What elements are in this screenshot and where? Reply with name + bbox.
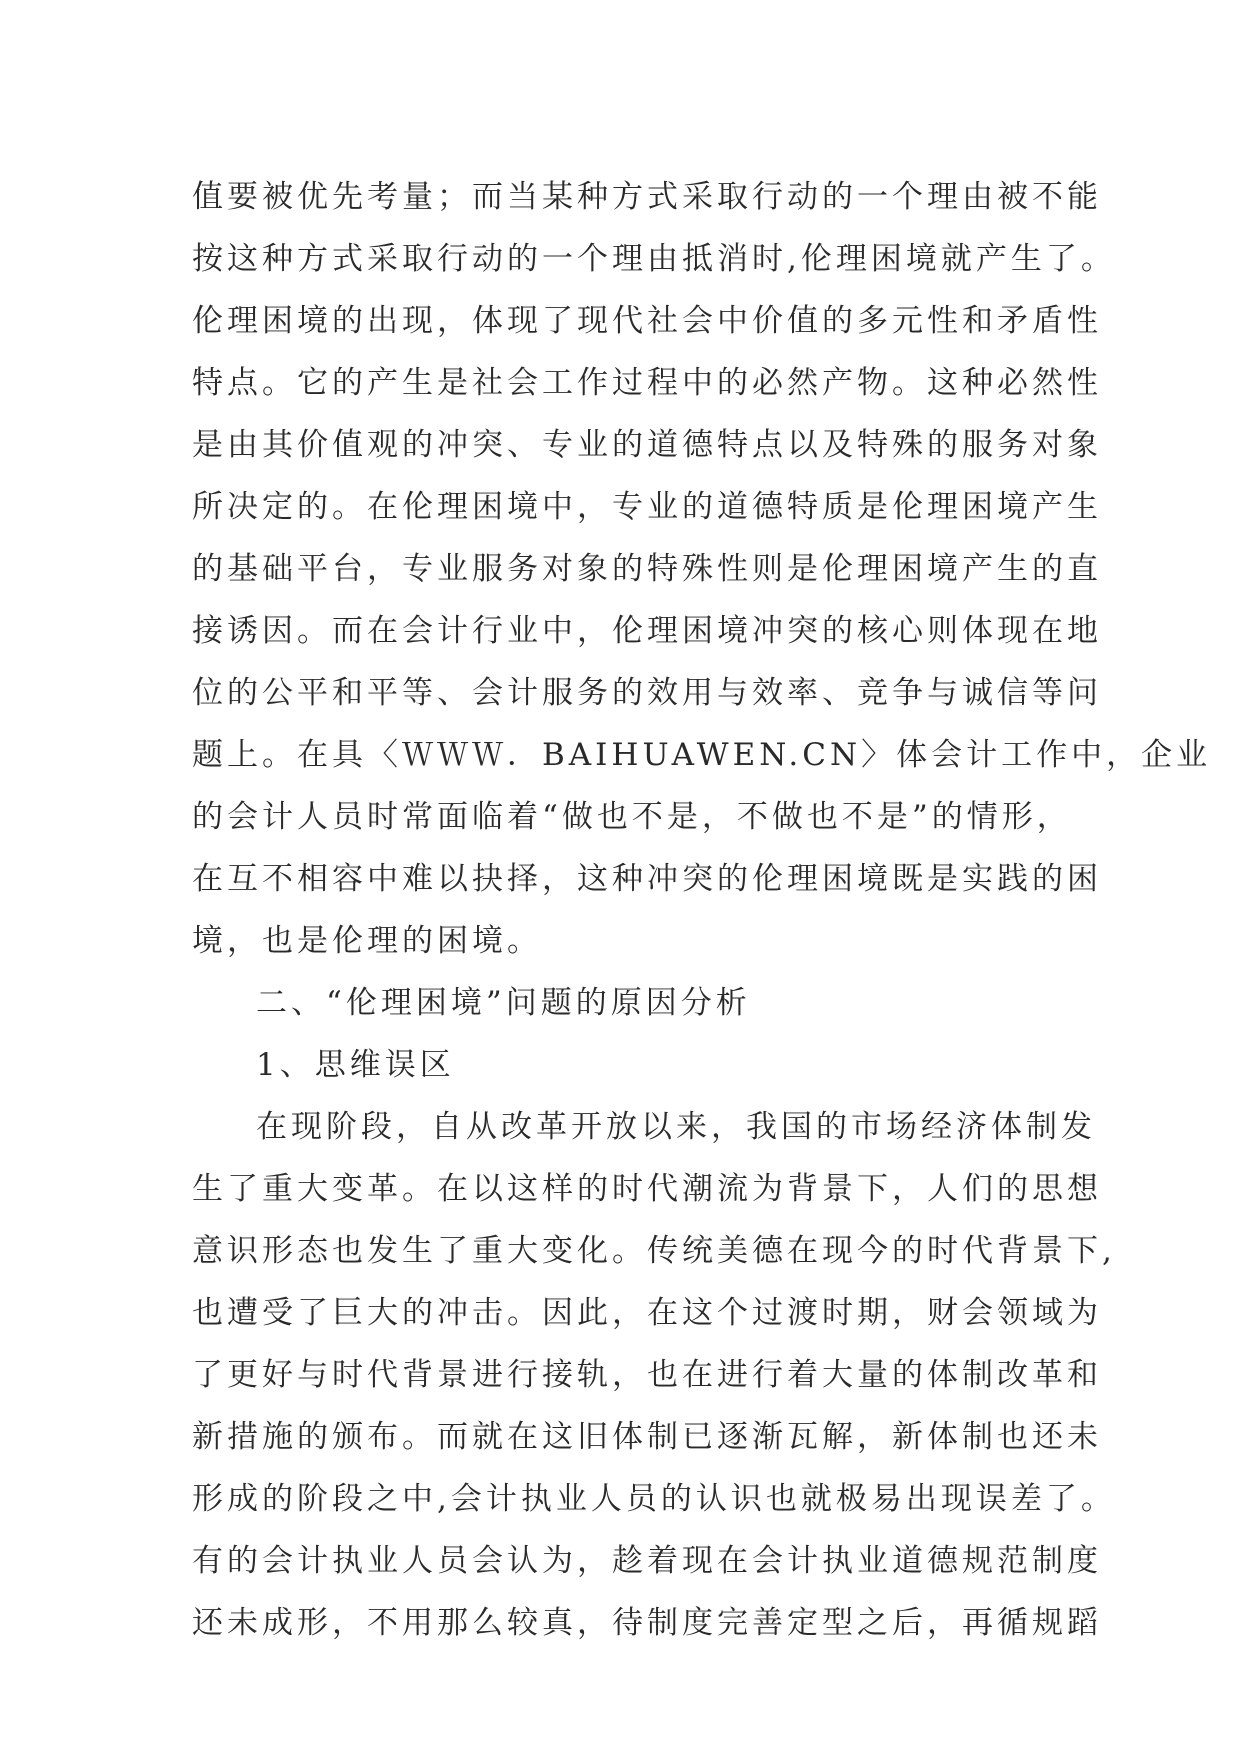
text-line: 境，也是伦理的困境。 xyxy=(192,923,542,959)
text-line: 题上。在具〈ＷＷＷ．BAIHUAWEN.CN〉体会计工作中，企业 xyxy=(192,737,1212,773)
text-line: 接诱因。而在会计行业中，伦理困境冲突的核心则体现在地 xyxy=(192,613,1102,649)
text-line: 值要被优先考量；而当某种方式采取行动的一个理由被不能 xyxy=(192,179,1102,215)
text-line: 按这种方式采取行动的一个理由抵消时,伦理困境就产生了。 xyxy=(192,241,1116,277)
text-line: 也遭受了巨大的冲击。因此，在这个过渡时期，财会领域为 xyxy=(192,1295,1102,1331)
text-line: 新措施的颁布。而就在这旧体制已逐渐瓦解，新体制也还未 xyxy=(192,1419,1102,1455)
text-line: 形成的阶段之中,会计执业人员的认识也就极易出现误差了。 xyxy=(192,1481,1116,1517)
text-line: 特点。它的产生是社会工作过程中的必然产物。这种必然性 xyxy=(192,365,1102,401)
subsection-heading: 1、思维误区 xyxy=(256,1047,455,1083)
text-line: 的会计人员时常面临着“做也不是，不做也不是”的情形， xyxy=(192,799,1072,835)
text-line: 伦理困境的出现，体现了现代社会中价值的多元性和矛盾性 xyxy=(192,303,1102,339)
text-line: 位的公平和平等、会计服务的效用与效率、竞争与诚信等问 xyxy=(192,675,1102,711)
text-line: 有的会计执业人员会认为，趁着现在会计执业道德规范制度 xyxy=(192,1543,1102,1579)
section-heading: 二、“伦理困境”问题的原因分析 xyxy=(256,985,751,1021)
text-line: 还未成形，不用那么较真，待制度完善定型之后，再循规蹈 xyxy=(192,1605,1102,1641)
text-line: 所决定的。在伦理困境中，专业的道德特质是伦理困境产生 xyxy=(192,489,1102,525)
text-line: 生了重大变革。在以这样的时代潮流为背景下，人们的思想 xyxy=(192,1171,1102,1207)
text-line: 是由其价值观的冲突、专业的道德特点以及特殊的服务对象 xyxy=(192,427,1102,463)
body-text xyxy=(192,166,1212,1654)
text-line: 了更好与时代背景进行接轨，也在进行着大量的体制改革和 xyxy=(192,1357,1102,1393)
text-line: 的基础平台，专业服务对象的特殊性则是伦理困境产生的直 xyxy=(192,551,1102,587)
text-line: 意识形态也发生了重大变化。传统美德在现今的时代背景下, xyxy=(192,1233,1116,1269)
paragraph-start-line: 在现阶段，自从改革开放以来，我国的市场经济体制发 xyxy=(256,1109,1096,1145)
text-line: 在互不相容中难以抉择，这种冲突的伦理困境既是实践的困 xyxy=(192,861,1102,897)
